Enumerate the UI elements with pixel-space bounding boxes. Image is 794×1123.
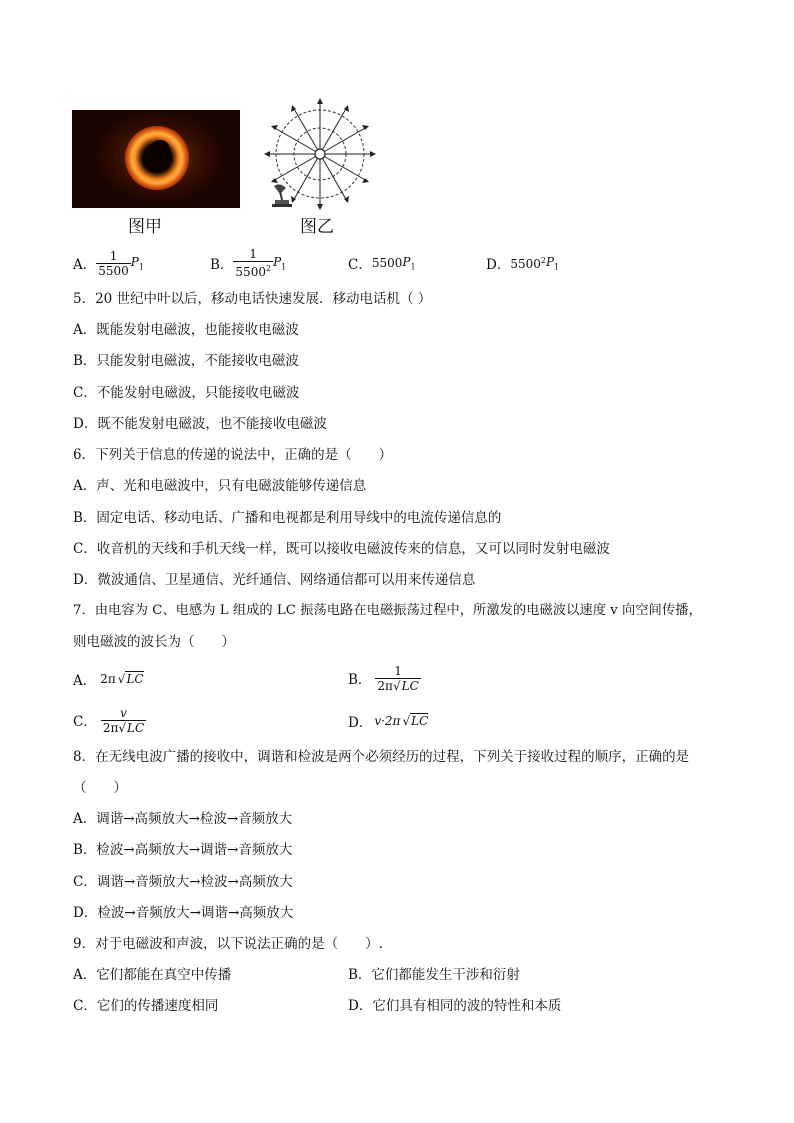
q4-option-c[interactable]: C． 5500 $P_1$ (348, 254, 416, 273)
q8-stem-line2: （ ） (73, 780, 127, 796)
q8-stem-line1: 8．在无线电波广播的接收中，调谐和检波是两个必须经历的过程，下列关于接收过程的顺序，正确的是 (73, 749, 690, 765)
q9-option-c[interactable]: C．它们的传播速度相同 (73, 998, 219, 1014)
q4-b-label: B． (210, 257, 234, 273)
q4-c-label: C． (348, 257, 372, 273)
radio-telescope-icon (270, 180, 294, 208)
q7-stem-line2: 则电磁波的波长为（ ） (73, 634, 235, 650)
black-hole-image (72, 110, 240, 208)
q6-stem: 6．下列关于信息的传递的说法中，正确的是（ ） (73, 447, 393, 463)
q8-option-d[interactable]: D．检波→音频放大→调谐→高频放大 (73, 905, 294, 921)
q4-option-d[interactable]: D． 5500$^2$ $P_1$ (486, 254, 560, 273)
figure-a-caption: 图甲 (128, 217, 162, 237)
figure-b-caption: 图乙 (300, 217, 334, 237)
q5-option-d[interactable]: D．既不能发射电磁波，也不能接收电磁波 (73, 416, 327, 432)
q4-b-fraction: $\frac{1}{5500^2}$ (235, 247, 272, 279)
q6-option-b[interactable]: B．固定电话、移动电话、广播和电视都是利用导线中的电流传递信息的 (73, 510, 502, 526)
q8-option-b[interactable]: B．检波→高频放大→调谐→音频放大 (73, 842, 293, 858)
q4-c-p: $P_1$ (402, 254, 416, 272)
q4-d-p: $P_1$ (545, 254, 560, 272)
q7-option-d[interactable]: D． v·2π √LC (348, 714, 429, 731)
q9-option-b[interactable]: B．它们都能发生干涉和衍射 (348, 967, 520, 983)
q7-stem-line1: 7．由电容为 C、电感为 L 组成的 LC 振荡电路在电磁振荡过程中，所激发的电磁波以速度 v 向空间传播， (73, 603, 702, 618)
q8-option-a[interactable]: A．调谐→高频放大→检波→音频放大 (73, 811, 293, 827)
q5-option-c[interactable]: C．不能发射电磁波，只能接收电磁波 (73, 385, 300, 401)
q7-option-c[interactable]: C． $\frac{v}{2\pi√LC}$ (73, 705, 145, 735)
q9-option-d[interactable]: D．它们具有相同的波的特性和本质 (348, 998, 562, 1014)
q5-stem: 5．20 世纪中叶以后，移动电话快速发展．移动电话机（ ） (73, 291, 432, 307)
q4-a-label: A． (73, 257, 97, 273)
q4-a-p: $P_1$ (130, 254, 144, 272)
q8-option-c[interactable]: C．调谐→音频放大→检波→高频放大 (73, 874, 293, 890)
q6-option-d[interactable]: D．微波通信、卫星通信、光纤通信、网络通信都可以用来传递信息 (73, 572, 476, 588)
q4-d-label: D． (486, 257, 511, 273)
q5-option-a[interactable]: A．既能发射电磁波，也能接收电磁波 (73, 322, 299, 338)
q4-a-fraction: $\frac{1}{5500}$ (98, 248, 129, 278)
q6-option-a[interactable]: A．声、光和电磁波中，只有电磁波能够传递信息 (73, 478, 367, 494)
q4-b-p: $P_1$ (273, 254, 287, 272)
q4-option-b[interactable] (210, 246, 286, 280)
q7-option-a[interactable]: A． 2π √LC (73, 672, 144, 689)
q9-stem: 9．对于电磁波和声波，以下说法正确的是（ ）. (73, 936, 383, 952)
q9-option-a[interactable]: A．它们都能在真空中传播 (73, 967, 232, 983)
q7-option-b[interactable]: B． $\frac{1}{2\pi√LC}$ (348, 663, 419, 693)
q6-option-c[interactable]: C．收音机的天线和手机天线一样，既可以接收电磁波传来的信息，又可以同时发射电磁波 (73, 541, 610, 557)
q5-option-b[interactable]: B．只能发射电磁波，不能接收电磁波 (73, 353, 299, 369)
q4-option-a[interactable] (73, 246, 144, 280)
